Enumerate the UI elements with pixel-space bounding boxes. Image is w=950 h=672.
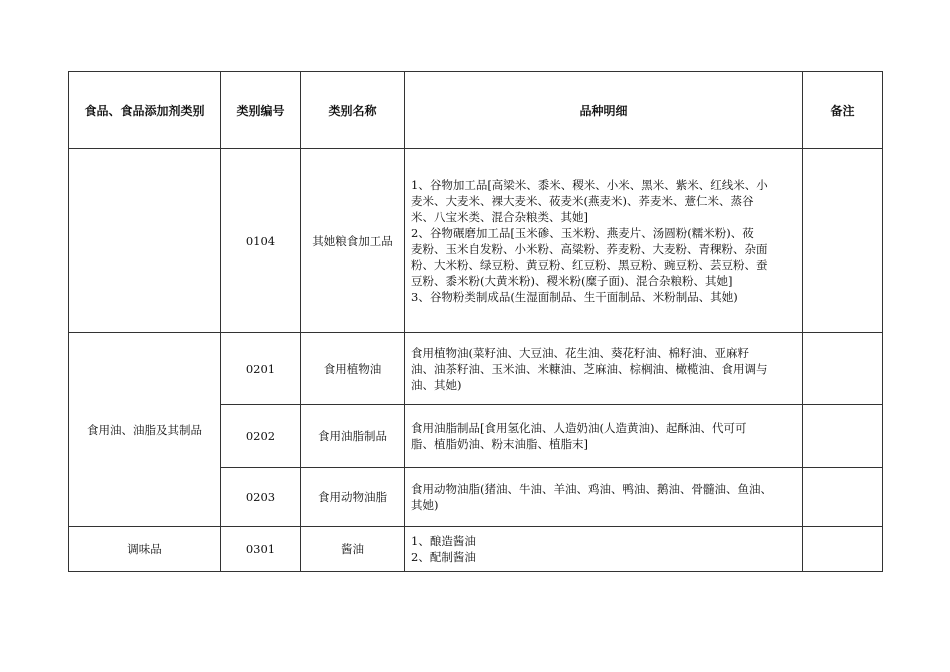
detail-line: 油、其她) (411, 377, 462, 392)
detail-line: 2、谷物碾磨加工品[玉米碜、玉米粉、燕麦片、汤圆粉(糯米粉)、莜 (411, 225, 754, 240)
detail-line: 1、酿造酱油 (411, 534, 476, 548)
detail-line: 食用植物油(菜籽油、大豆油、花生油、葵花籽油、棉籽油、亚麻籽 (411, 345, 749, 360)
name-cell: 酱油 (301, 527, 405, 572)
detail-cell (405, 333, 803, 405)
header-remark: 备注 (803, 72, 883, 149)
detail-line: 粉、大米粉、绿豆粉、黄豆粉、红豆粉、黑豆粉、豌豆粉、芸豆粉、蚕 (411, 257, 768, 272)
table-row (69, 527, 883, 572)
detail-line: 2、配制酱油 (411, 550, 476, 564)
code-cell: 0203 (221, 468, 301, 527)
code-cell: 0201 (221, 333, 301, 405)
header-category: 食品、食品添加剂类别 (69, 72, 221, 149)
table-row (69, 333, 883, 405)
detail-line: 1、谷物加工品[高梁米、黍米、稷米、小米、黑米、紫米、红线米、小 (411, 177, 768, 192)
remark-cell (803, 405, 883, 468)
detail-line: 其她) (411, 498, 439, 512)
food-category-table (68, 71, 883, 572)
detail-cell (405, 468, 803, 527)
detail-line: 3、谷物粉类制成品(生湿面制品、生干面制品、米粉制品、其她) (411, 289, 738, 304)
detail-line: 米、八宝米类、混合杂粮类、其她] (411, 209, 588, 224)
detail-line: 脂、植脂奶油、粉末油脂、植脂末] (411, 437, 588, 451)
category-cell (69, 149, 221, 333)
detail-cell (405, 149, 803, 333)
remark-cell (803, 468, 883, 527)
header-name: 类别名称 (301, 72, 405, 149)
detail-line: 麦粉、玉米自发粉、小米粉、高粱粉、荞麦粉、大麦粉、青稞粉、杂面 (411, 241, 768, 256)
remark-cell (803, 333, 883, 405)
detail-line: 食用动物油脂(猪油、牛油、羊油、鸡油、鸭油、鹅油、骨髓油、鱼油、 (411, 482, 772, 496)
name-cell: 食用动物油脂 (301, 468, 405, 527)
code-cell: 0104 (221, 149, 301, 333)
detail-line: 麦米、大麦米、裸大麦米、莜麦米(燕麦米)、荞麦米、薏仁米、蒸谷 (411, 193, 754, 208)
detail-cell (405, 527, 803, 572)
name-cell: 食用油脂制品 (301, 405, 405, 468)
remark-cell (803, 527, 883, 572)
category-cell: 食用油、油脂及其制品 (69, 333, 221, 527)
table-header-row (69, 72, 883, 149)
name-cell (301, 149, 405, 333)
code-cell: 0301 (221, 527, 301, 572)
category-cell: 调味品 (69, 527, 221, 572)
detail-line: 豆粉、黍米粉(大黄米粉)、稷米粉(糜子面)、混合杂粮粉、其她] (411, 273, 733, 288)
table-row (69, 149, 883, 333)
name-text: 其她粮食加工品 (312, 233, 393, 248)
detail-line: 油、油茶籽油、玉米油、米糠油、芝麻油、棕榈油、橄榄油、食用调与 (411, 361, 768, 376)
detail-line: 食用油脂制品[食用氢化油、人造奶油(人造黄油)、起酥油、代可可 (411, 421, 747, 435)
header-code: 类别编号 (221, 72, 301, 149)
header-detail: 品种明细 (405, 72, 803, 149)
remark-cell (803, 149, 883, 333)
detail-cell (405, 405, 803, 468)
name-cell: 食用植物油 (301, 333, 405, 405)
code-cell: 0202 (221, 405, 301, 468)
